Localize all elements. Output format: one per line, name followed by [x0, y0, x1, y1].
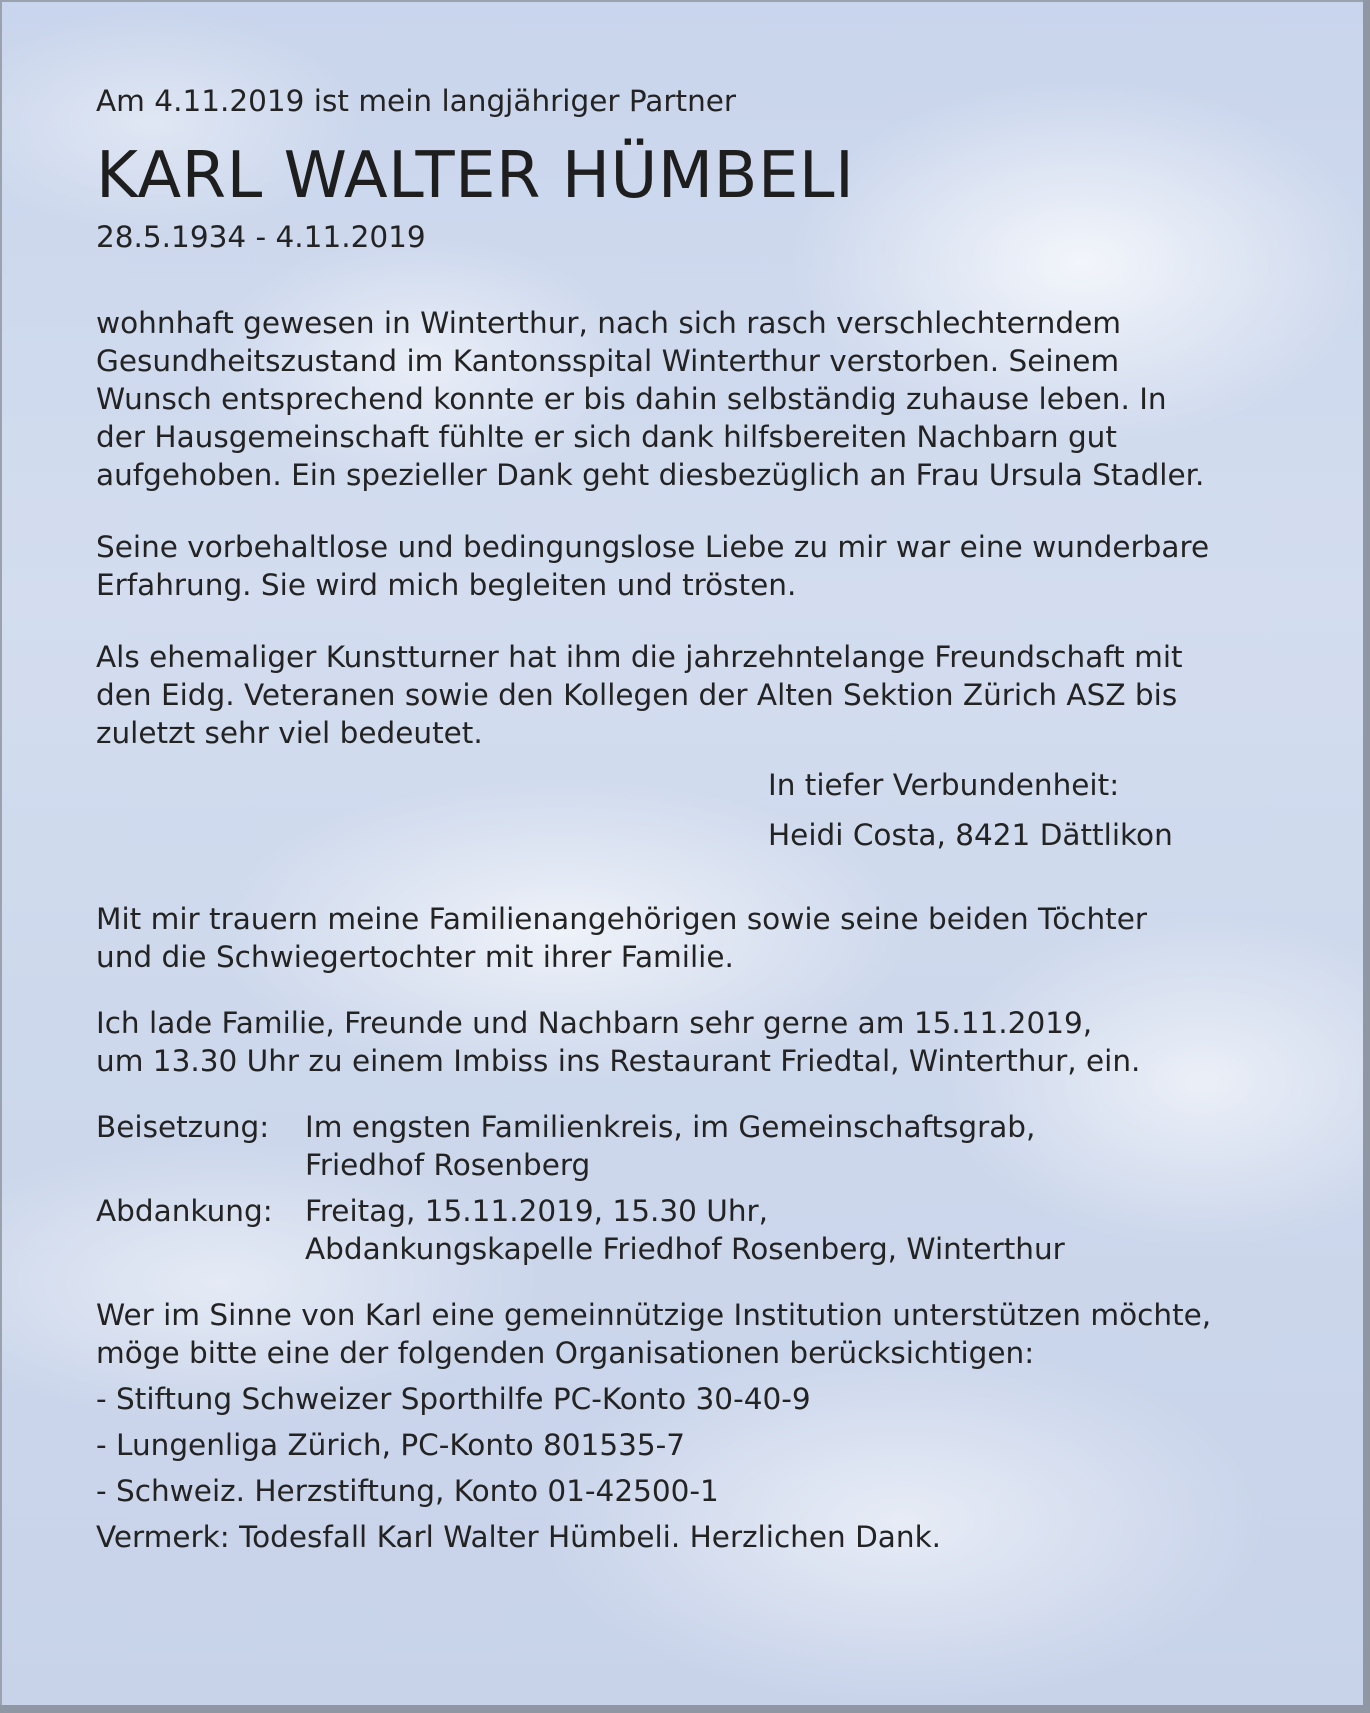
text-line: Wer im Sinne von Karl eine gemeinnützige Institution unterstützen möchte, — [96, 1298, 1212, 1332]
beisetzung-row — [96, 1108, 1306, 1184]
ceremony-details — [96, 1108, 1306, 1268]
text-line: Wunsch entsprechend konnte er bis dahin selbständig zuhause leben. In — [96, 382, 1167, 416]
text-line: Friedhof Rosenberg — [305, 1148, 591, 1182]
paragraph-residence — [96, 304, 1306, 494]
text-line: Gesundheitszustand im Kantonsspital Winterthur verstorben. Seinem — [96, 344, 1120, 378]
abdankung-value — [305, 1192, 1306, 1268]
paragraph-love — [96, 528, 1306, 604]
donation-note: Vermerk: Todesfall Karl Walter Hümbeli. Herzlichen Dank. — [96, 1520, 942, 1554]
text-line: möge bitte eine der folgenden Organisationen berücksichtigen: — [96, 1336, 1035, 1370]
text-line: Mit mir trauern meine Familienangehörigen sowie seine beiden Töchter — [96, 902, 1148, 936]
paragraph-mourners — [96, 900, 1306, 976]
text-line: Abdankungskapelle Friedhof Rosenberg, Winterthur — [305, 1232, 1065, 1266]
text-line: und die Schwiegertochter mit ihrer Familie. — [96, 940, 734, 974]
signature-greeting: In tiefer Verbundenheit: — [768, 768, 1120, 802]
abdankung-label: Abdankung: — [96, 1194, 273, 1228]
life-dates: 28.5.1934 - 4.11.2019 — [96, 220, 426, 254]
deceased-name: KARL WALTER HÜMBELI — [96, 139, 855, 213]
text-line: wohnhaft gewesen in Winterthur, nach sich rasch verschlechterndem — [96, 306, 1121, 340]
donation-paragraph — [96, 1296, 1306, 1372]
text-line: Im engsten Familienkreis, im Gemeinschaftsgrab, — [305, 1110, 1036, 1144]
paragraph-invitation — [96, 1004, 1306, 1080]
obituary-content — [96, 82, 1306, 1560]
abdankung-row — [96, 1192, 1306, 1268]
signature-name: Heidi Costa, 8421 Dättlikon — [768, 818, 1173, 852]
text-line: den Eidg. Veteranen sowie den Kollegen der Alten Sektion Zürich ASZ bis — [96, 678, 1178, 712]
text-line: der Hausgemeinschaft fühlte er sich dank hilfsbereiten Nachbarn gut — [96, 420, 1117, 454]
text-line: Als ehemaliger Kunstturner hat ihm die jahrzehntelange Freundschaft mit — [96, 640, 1183, 674]
beisetzung-label: Beisetzung: — [96, 1110, 270, 1144]
text-line: zuletzt sehr viel bedeutet. — [96, 716, 483, 750]
text-line: Ich lade Familie, Freunde und Nachbarn sehr gerne am 15.11.2019, — [96, 1006, 1093, 1040]
text-line: Seine vorbehaltlose und bedingungslose Liebe zu mir war eine wunderbare — [96, 530, 1210, 564]
text-line: aufgehoben. Ein spezieller Dank geht diesbezüglich an Frau Ursula Stadler. — [96, 458, 1205, 492]
signature-block — [768, 760, 1306, 860]
organization-item: - Lungenliga Zürich, PC-Konto 801535-7 — [96, 1428, 686, 1462]
intro-line: Am 4.11.2019 ist mein langjähriger Partner — [96, 84, 737, 118]
organization-list — [96, 1376, 1306, 1514]
paragraph-gymnastics — [96, 638, 1306, 752]
text-line: um 13.30 Uhr zu einem Imbiss ins Restaurant Friedtal, Winterthur, ein. — [96, 1044, 1141, 1078]
text-line: Erfahrung. Sie wird mich begleiten und trösten. — [96, 568, 797, 602]
beisetzung-value — [305, 1108, 1306, 1184]
organization-item: - Schweiz. Herzstiftung, Konto 01-42500-1 — [96, 1474, 719, 1508]
text-line: Freitag, 15.11.2019, 15.30 Uhr, — [305, 1194, 769, 1228]
organization-item: - Stiftung Schweizer Sporthilfe PC-Konto 30-40-9 — [96, 1382, 811, 1416]
